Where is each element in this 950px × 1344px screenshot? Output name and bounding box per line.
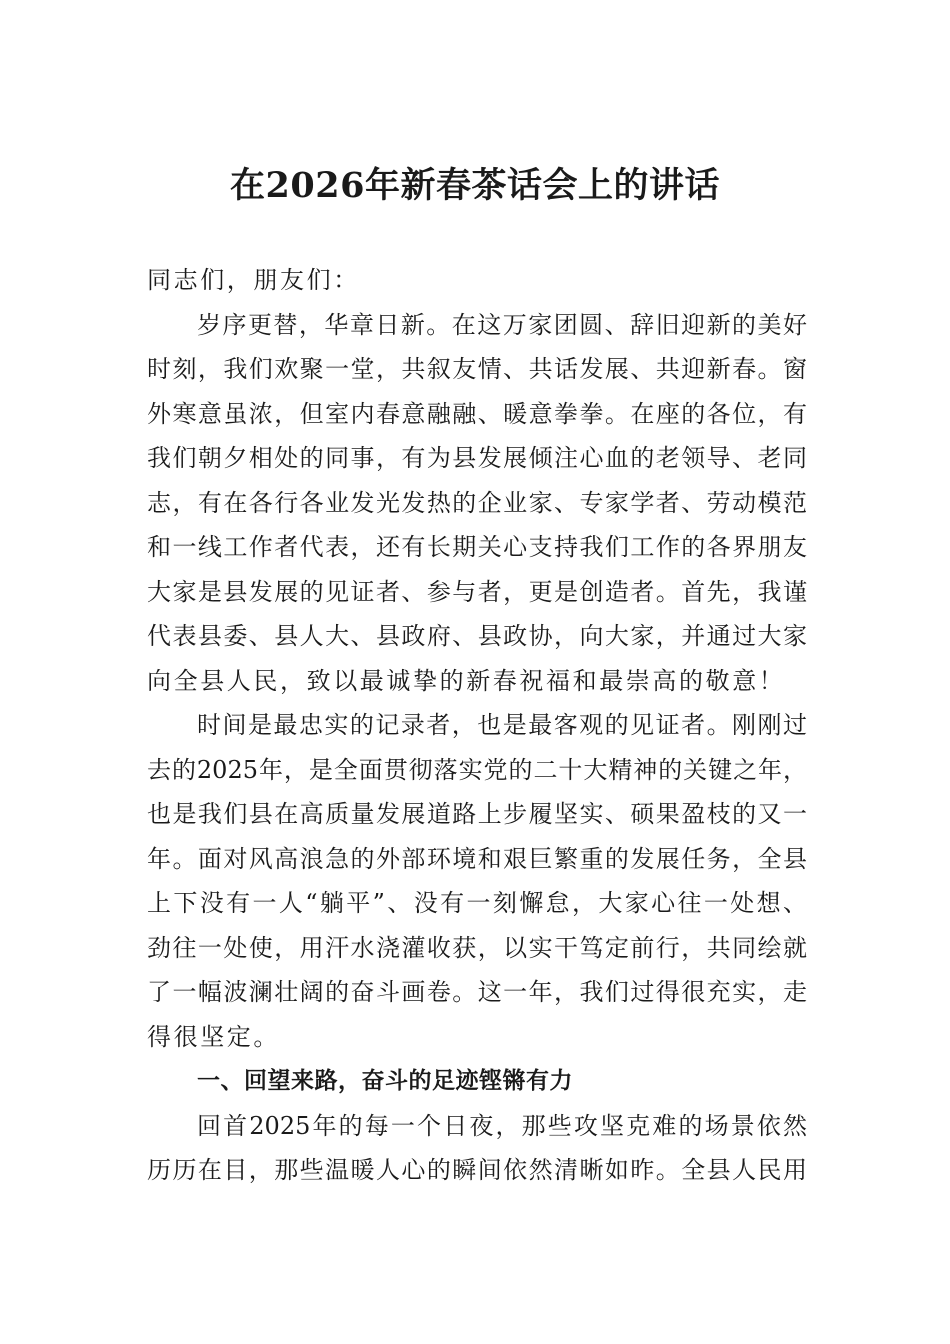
- paragraph-line: 岁序更替，华章日新。在这万家团圆、辞旧迎新的美好: [197, 310, 807, 339]
- paragraph-line: 去的2025年，是全面贯彻落实党的二十大精神的关键之年，: [147, 755, 807, 784]
- paragraph-line: 得很坚定。: [147, 1022, 280, 1051]
- paragraph-line: 时间是最忠实的记录者，也是最客观的见证者。刚刚过: [197, 711, 807, 739]
- paragraph-line: 上下没有一人“躺平”、没有一刻懈怠，大家心往一处想、: [147, 889, 807, 917]
- paragraph-line: 向全县人民，致以最诚挚的新春祝福和最崇高的敬意！: [147, 666, 786, 695]
- section-heading: 一、回望来路，奋斗的足迹铿锵有力: [197, 1068, 573, 1094]
- paragraph-line: 年。面对风高浪急的外部环境和艰巨繁重的发展任务，全县: [147, 844, 807, 873]
- document-body: [147, 258, 807, 1193]
- paragraph-line: 志，有在各行各业发光发热的企业家、专家学者、劳动模范: [147, 488, 807, 517]
- paragraph-line: 历历在目，那些温暖人心的瞬间依然清晰如昨。全县人民用: [147, 1156, 807, 1184]
- paragraph-line: 代表县委、县人大、县政府、县政协，向大家，并通过大家: [147, 622, 807, 650]
- paragraph-line: 大家是县发展的见证者、参与者，更是创造者。首先，我谨: [147, 577, 807, 606]
- paragraph-line: 我们朝夕相处的同事，有为县发展倾注心血的老领导、老同: [147, 444, 807, 472]
- paragraph-line: 时刻，我们欢聚一堂，共叙友情、共话发展、共迎新春。窗: [147, 355, 807, 383]
- paragraph-line: 和一线工作者代表，还有长期关心支持我们工作的各界朋友: [147, 533, 807, 561]
- paragraph-line: 也是我们县在高质量发展道路上步履坚实、硕果盈枝的又一: [147, 800, 807, 828]
- paragraph-line: 了一幅波澜壮阔的奋斗画卷。这一年，我们过得很充实，走: [147, 978, 807, 1006]
- salutation: 同志们，朋友们：: [147, 266, 360, 294]
- document-title: 在2026年新春茶话会上的讲话: [230, 165, 720, 206]
- paragraph-line: 回首2025年的每一个日夜，那些攻坚克难的场景依然: [197, 1111, 807, 1140]
- paragraph-line: 外寒意虽浓，但室内春意融融、暖意拳拳。在座的各位，有: [147, 399, 807, 428]
- paragraph-line: 劲往一处使，用汗水浇灌收获，以实干笃定前行，共同绘就: [147, 933, 807, 962]
